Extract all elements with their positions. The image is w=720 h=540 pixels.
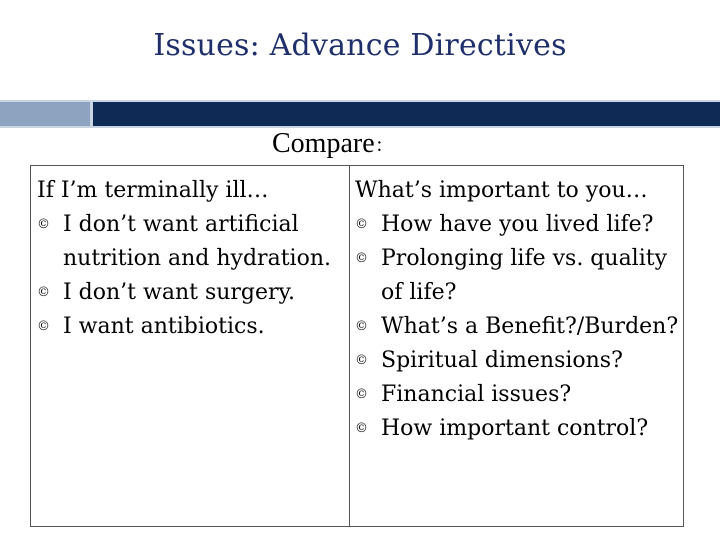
list-item-text: I don’t want surgery. (63, 280, 296, 305)
list-item (355, 344, 679, 378)
comparison-table (30, 165, 684, 527)
right-column-list (355, 208, 679, 446)
list-item-text: How have you lived life? (381, 212, 654, 237)
list-item (37, 208, 343, 276)
title-decorative-bar (0, 102, 720, 126)
left-column-heading: If I’m terminally ill… (37, 178, 269, 203)
right-column (355, 174, 679, 446)
list-item-text: Prolonging life vs. quality of life? (381, 246, 668, 305)
left-column-list (37, 208, 343, 344)
list-item (355, 208, 679, 242)
copyright-symbol-icon: © (355, 387, 368, 402)
bar-dark-segment (93, 102, 720, 126)
bar-light-segment (0, 102, 90, 126)
copyright-symbol-icon: © (37, 285, 50, 300)
list-item-text: Financial issues? (381, 382, 572, 407)
list-item (37, 276, 343, 310)
copyright-symbol-icon: © (37, 319, 50, 334)
column-divider (349, 166, 350, 526)
list-item-text: I want antibiotics. (63, 314, 265, 339)
slide-title: Issues: Advance Directives (153, 28, 567, 63)
copyright-symbol-icon: © (37, 217, 50, 232)
list-item (355, 412, 679, 446)
compare-label: Compare (272, 128, 375, 159)
copyright-symbol-icon: © (355, 319, 368, 334)
right-column-heading: What’s important to you… (355, 178, 648, 203)
left-column (37, 174, 343, 344)
compare-colon: : (376, 134, 383, 156)
list-item-text: Spiritual dimensions? (381, 348, 623, 373)
copyright-symbol-icon: © (355, 421, 368, 436)
list-item-text: How important control? (381, 416, 649, 441)
copyright-symbol-icon: © (355, 353, 368, 368)
compare-heading (272, 128, 382, 160)
list-item (355, 378, 679, 412)
list-item-text: I don’t want artificial nutrition and hydration. (63, 212, 331, 271)
list-item (355, 310, 679, 344)
copyright-symbol-icon: © (355, 251, 368, 266)
copyright-symbol-icon: © (355, 217, 368, 232)
list-item-text: What’s a Benefit?/Burden? (381, 314, 679, 339)
list-item (37, 310, 343, 344)
list-item (355, 242, 679, 310)
